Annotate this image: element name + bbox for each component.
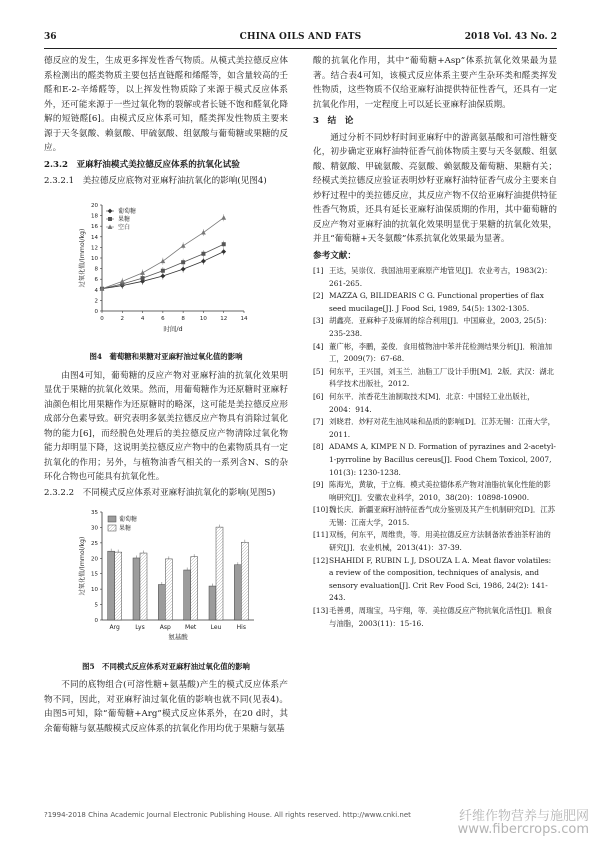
reference-item — [313, 290, 557, 315]
data-point — [141, 276, 145, 280]
reference-text: 魏长庆．新疆亚麻籽油特征香气成分鉴别及其产生机制研究[D]．江苏无锡：江南大学，2015. — [329, 505, 556, 527]
issue-info: 2018 Vol. 43 No. 2 — [464, 32, 557, 42]
reference-item — [313, 265, 557, 290]
y-tick-label: 18 — [91, 213, 98, 220]
reference-number: [3] — [313, 316, 324, 326]
reference-number: [2] — [313, 291, 324, 301]
reference-list — [313, 265, 557, 630]
data-point — [201, 229, 206, 234]
reference-item — [313, 555, 557, 605]
reference-text: 双杨，何东平，周维贵，等．用美拉德反应方法制备浓香油茶籽油的研究[J]．农业机械，2013(41)：37-39. — [329, 530, 551, 553]
x-tick-label: 0 — [100, 315, 104, 322]
y-tick-label: 14 — [91, 234, 98, 241]
y-tick-label: 4 — [94, 287, 98, 294]
legend-swatch — [108, 525, 116, 531]
y-tick-label: 20 — [91, 202, 98, 209]
y-tick-label: 6 — [94, 276, 98, 283]
y-tick-label: 10 — [91, 587, 98, 594]
bar-his-1 — [234, 565, 241, 620]
data-point — [160, 273, 165, 278]
left-paragraph-3: 不同的底物组合(可溶性糖+氨基酸)产生的模式反应体系产物不同，因此，对亚麻籽油过氧化值的影响也就不同(见表4)。由图5可知，除“葡萄糖+Arg”模式反应体系外，在20 d时，其余葡萄糖与氨基酸模式反应体系的抗氧化作用均优于果糖与氨基 — [44, 680, 288, 734]
reference-number: [11] — [313, 530, 329, 540]
figure-5-caption: 图5 不同模式反应体系对亚麻籽油过氧化值的影响 — [82, 661, 250, 671]
x-tick-label: 10 — [199, 315, 207, 322]
y-tick-label: 25 — [91, 540, 98, 547]
reference-text: 何东平．浓香花生油制取技术[M]．北京：中国轻工业出版社，2004：914. — [329, 391, 535, 414]
x-tick-label: 6 — [161, 315, 165, 322]
y-tick-label: 12 — [91, 244, 98, 251]
y-tick-label: 35 — [91, 510, 98, 516]
header-rule — [44, 48, 557, 49]
y-tick-label: 8 — [94, 266, 98, 273]
watermark — [458, 810, 589, 836]
bar-met-2 — [191, 557, 198, 620]
reference-item — [313, 315, 557, 340]
reference-number: [1] — [313, 266, 324, 275]
bar-met-1 — [184, 570, 191, 620]
data-point — [181, 243, 186, 248]
y-tick-label: 15 — [91, 571, 98, 578]
left-paragraph-2: 由图4可知，葡萄糖的反应产物对亚麻籽油的抗氧化效果明显优于果糖的抗氧化效果。然而，用葡萄糖作为还原糖时亚麻籽油颜色相比用果糖作为还原糖时的略深，这可能是美拉德反应形成部分色素导致。研究表明多氨美拉德反应产物具有消除过氧化物的能力[6]，而经脱色处理后的美拉德反应产物清除过氧化物能力却明显下降，这说明美拉德反应产物中的色素物质具有一定抗氧化的作用；另外，与植物油香气相关的一系列含N、S的杂环化合物也可能具有抗氧化性。 — [44, 370, 288, 482]
x-tick-label: Lys — [135, 624, 145, 631]
y-tick-label: 2 — [94, 297, 98, 304]
reference-number: [13] — [313, 606, 329, 616]
references-heading: 参考文献： — [313, 250, 356, 261]
bar-lys-1 — [133, 558, 140, 620]
reference-item — [313, 504, 557, 529]
x-tick-label: 4 — [140, 315, 145, 322]
y-tick-label: 0 — [94, 308, 98, 315]
reference-item — [313, 441, 557, 479]
conclusion-paragraph: 通过分析不同炒籽时间亚麻籽中的游离氨基酸和可溶性糖变化，初步确定亚麻籽油特征香气前体物质主要与天冬氨酸、组氨酸、精氨酸、甲硫氨酸、亮氨酸、赖氨酸及葡萄糖、果糖有关；经模式美拉德反应验证表明炒籽亚麻籽油特征香气成分主要来自炒籽过程中的美拉德反应，其反应产物不仅给亚麻籽油提供特征性香气物质，还具有延长亚麻籽油保质期的作用，其中葡萄糖的反应产物对亚麻籽油的抗氧化效果明显优于果糖的抗氧化效果，并且“葡萄糖+天冬氨酸”体系抗氧化效果最为显著。 — [313, 132, 557, 244]
y-axis-label: 过氧化值/(mmol/kg) — [79, 228, 86, 287]
y-tick-label: 20 — [91, 556, 98, 563]
reference-number: [5] — [313, 366, 324, 376]
reference-text: ADAMS A, KIMPE N D. Formation of pyrazines and 2-acetyl-1-pyrroline by Bacillus cereus[J]. Food Chem Toxicol, 2007, 101(3): 1230-1238. — [329, 442, 556, 477]
data-point — [221, 249, 226, 254]
legend-label: 空白 — [118, 223, 131, 231]
data-point — [201, 258, 206, 263]
data-point — [201, 251, 205, 255]
bar-arg-1 — [108, 551, 115, 620]
data-point — [160, 258, 165, 263]
data-point — [222, 242, 226, 246]
reference-text: MAZZA G, BILIDEARIS C G. Functional properties of flax seed mucilage[J]. J Food Sci, 1989, 54(5): 1302-1305. — [329, 291, 544, 313]
x-axis-label: 氨基酸 — [168, 633, 188, 641]
x-tick-label: Leu — [210, 624, 222, 631]
watermark-line-2: www.fibercrops.com — [457, 822, 589, 837]
bar-asp-1 — [158, 585, 165, 620]
right-column — [313, 54, 557, 630]
reference-number: [10] — [313, 505, 329, 515]
reference-item — [313, 341, 557, 366]
section-2-3-2-2-heading: 2.3.2.2 不同模式反应体系对亚麻籽油抗氧化的影响(见图5) — [44, 487, 276, 498]
reference-number: [8] — [313, 442, 324, 452]
data-point — [181, 266, 186, 271]
section-3-heading: 3 结 论 — [313, 116, 354, 126]
x-tick-label: 12 — [220, 315, 228, 322]
page-number: 36 — [44, 32, 57, 42]
y-axis-label: 过氧化值/(mmol/kg) — [79, 536, 86, 596]
reference-text: 刘晓君．炒籽对花生油风味和品质的影响[D]．江苏无锡：江南大学，2011. — [329, 417, 556, 439]
legend-swatch — [108, 516, 116, 522]
x-axis-label: 时间/d — [163, 324, 183, 333]
data-point — [161, 268, 165, 272]
x-tick-label: 8 — [181, 315, 185, 322]
series-2 — [100, 240, 226, 292]
reference-text: 胡鑫亮．亚麻种子及麻屑的综合利用[J]．中国麻业，2003, 25(5)：235-238. — [329, 316, 552, 338]
section-2-3-2-1-heading: 2.3.2.1 美拉德反应底物对亚麻籽油抗氧化的影响(见图4) — [44, 176, 267, 186]
data-point — [181, 260, 185, 264]
watermark-line-1: 纤维作物营养与施肥网 — [458, 809, 589, 824]
bar-leu-2 — [216, 527, 223, 620]
data-point — [108, 224, 113, 229]
reference-number: [9] — [313, 480, 324, 490]
left-column — [44, 54, 288, 736]
x-tick-label: 2 — [120, 315, 125, 322]
reference-number: [7] — [313, 417, 324, 427]
y-tick-label: 0 — [94, 618, 98, 624]
reference-text: SHAHIDI F, RUBIN L J, DSOUZA L A. Meat flavor volatiles: a review of the composition, techniques of analysis, and sensory evaluation[J]. Crit Rev Food Sci, 1986, 24(2): 141-243. — [329, 555, 552, 603]
reference-item — [313, 529, 557, 554]
legend-label: 果糖 — [119, 525, 132, 533]
section-2-3-2-heading: 2.3.2 亚麻籽油模式美拉德反应体系的抗氧化试验 — [44, 159, 240, 170]
y-tick-label: 30 — [91, 525, 98, 532]
figure-5 — [44, 504, 288, 658]
legend-label: 果糖 — [118, 215, 131, 223]
figure-4 — [44, 193, 288, 349]
reference-text: 董广彬，李鹏，姜俊．食用植物油中苯并芘检测结果分析[J]．粮油加工，2009(7)：67-68. — [329, 341, 553, 364]
x-tick-label: His — [236, 624, 246, 631]
right-paragraph-1: 酸的抗氧化作用，其中“葡萄糖+Asp”体系抗氧化效果最为显著。结合表4可知，该模式反应体系主要产生杂环类和醛类挥发性物质，这些物质不仅给亚麻籽油提供特征性香气，还具有一定抗氧化作用，一定程度上可以延长亚麻籽油保质期。 — [313, 56, 557, 110]
running-header — [44, 32, 557, 46]
bar-leu-1 — [209, 586, 216, 620]
bar-his-2 — [241, 542, 248, 620]
reference-text: 陈海光，黄敏，于立梅．模式美拉德体系产物对油脂抗氧化性能的影响研究[J]．安徽农业科学，2010，38(20)：10898-10900. — [329, 480, 551, 502]
reference-text: 何东平，王兴国，刘玉兰．油脂工厂设计手册[M]．2版．武汉：湖北科学技术出版社，2012. — [329, 366, 554, 389]
bar-asp-2 — [165, 559, 172, 620]
journal-title: CHINA OILS AND FATS — [239, 32, 362, 42]
x-tick-label: Arg — [109, 624, 120, 631]
reference-item — [313, 391, 557, 416]
reference-text: 王达，吴崇仪．我国油用亚麻原产地管见[J]．农业考古，1983(2)：261-265. — [329, 266, 552, 288]
legend-label: 葡萄糖 — [119, 516, 138, 524]
y-tick-label: 10 — [91, 255, 98, 262]
reference-item — [313, 479, 557, 504]
figure-5-bar-chart — [44, 504, 288, 652]
reference-text: 毛善勇，周瑞宝，马宇翔，等．美拉德反应产物抗氧化活性[J]．粮食与油脂，2003(11)：15-16. — [329, 606, 553, 628]
left-paragraph-1: 德反应的发生，生成更多挥发性香气物质。从模式美拉德反应体系检测出的醛类物质主要包括直链醛和烯醛等，如含量较高的壬醛和E-2-辛烯醛等，以上挥发性物质除了来源于模式反应体系外，还可能来源于一些过氧化物的裂解或者长链不饱和醛氧化降解的短链醛[6]。由模式反应体系可知，醛类挥发性物质主要来源于天冬氨酸、赖氨酸、甲硫氨酸、组氨酸与葡萄糖或果糖的反应。 — [44, 56, 288, 153]
data-point — [221, 215, 226, 220]
y-tick-label: 5 — [94, 602, 98, 609]
x-tick-label: Asp — [159, 624, 171, 631]
reference-number: [4] — [313, 341, 324, 351]
legend-label: 葡萄糖 — [118, 207, 137, 215]
reference-number: [12] — [313, 555, 329, 565]
x-tick-label: Met — [185, 624, 197, 631]
reference-item — [313, 366, 557, 391]
x-tick-label: 14 — [240, 315, 248, 322]
bar-lys-2 — [140, 553, 147, 620]
reference-item — [313, 605, 557, 630]
y-tick-label: 16 — [91, 223, 98, 230]
figure-4-caption: 图4 葡萄糖和果糖对亚麻籽油过氧化值的影响 — [89, 352, 243, 361]
figure-4-line-chart — [44, 193, 288, 343]
reference-number: [6] — [313, 391, 324, 401]
copyright-footer: ?1994-2018 China Academic Journal Electronic Publishing House. All rights reserved. http://www.cnki.net — [44, 811, 411, 819]
reference-item — [313, 416, 557, 441]
bar-arg-2 — [115, 552, 122, 620]
data-point — [140, 270, 145, 275]
